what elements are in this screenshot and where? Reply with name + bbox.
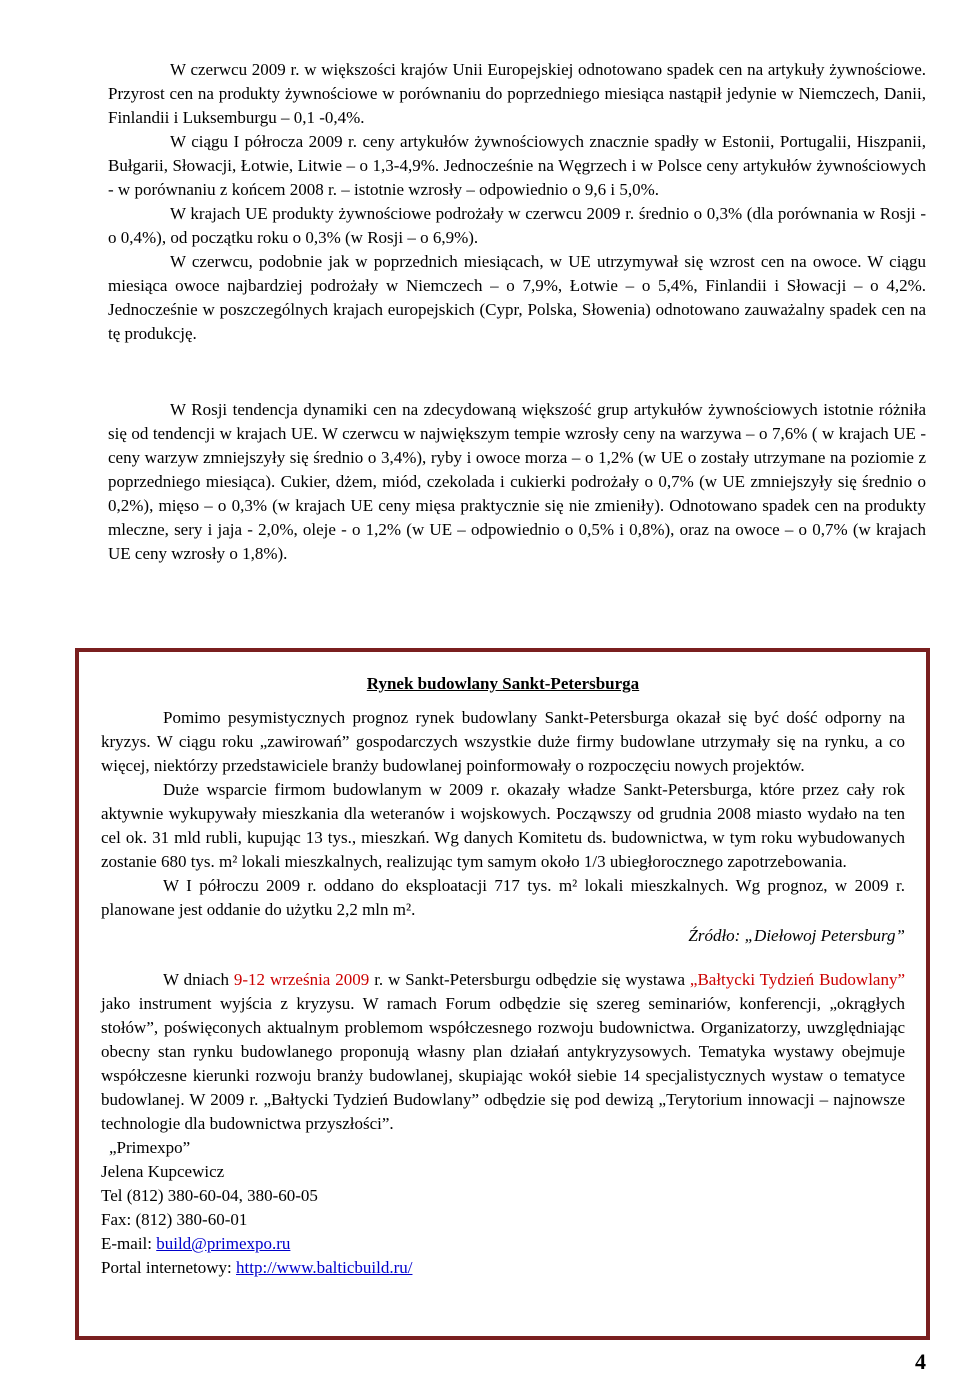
- source-citation: Źródło: „Diełowoj Petersburg”: [688, 926, 905, 945]
- construction-market-box: [75, 648, 930, 1340]
- contact-fax: Fax: (812) 380-60-01: [101, 1210, 248, 1229]
- email-link[interactable]: build@primexpo.ru: [156, 1234, 291, 1253]
- contact-portal-line: Portal internetowy: http://www.balticbuild.ru/: [101, 1258, 413, 1277]
- paragraph-russia-trends: W Rosji tendencja dynamiki cen na zdecydowaną większość grup artykułów żywnościowych istotnie różniła się od tendencji w krajach UE. W czerwcu w największym tempie wzrosły ceny na warzywa – o 7,6% ( w krajach UE - ceny warzyw zmniejszyły się średnio o 3,4%), ryby i owoce morza – o 1,2% (w UE o zostały utrzymane na poziomie z poprzedniego miesiąca). Cukier, dżem, miód, czekolada i cukierki podrożały o 0,7% (w UE zmniejszyły się średnio o 0,2%), mięso – o 0,3% (w krajach UE ceny mięsa praktycznie się nie zmieniły). Odnotowano spadek cen na produkty mleczne, sery i jaja - 2,0%, oleje - o 1,2% (w UE – odpowiednio o 0,5% i 0,8%), oraz na owoce – o 0,7% (w krajach UE ceny wzrosły o 1,8%).: [108, 400, 926, 563]
- box-paragraph-first-half: W I półroczu 2009 r. oddano do eksploatacji 717 tys. m² lokali mieszkalnych. Wg prognoz, w 2009 r. planowane jest oddanie do użytku 2,2 mln m².: [101, 876, 905, 919]
- portal-link[interactable]: http://www.balticbuild.ru/: [236, 1258, 413, 1277]
- box-paragraph-support: Duże wsparcie firmom budowlanym w 2009 r. okazały władze Sankt-Petersburga, które przez cały rok aktywnie wykupywały mieszkania dla weteranów i wojskowych. Począwszy od grudnia 2008 miasto wydało na ten cel ok. 31 mld rubli, kupując 13 tys., mieszkań. Wg danych Komitetu ds. budownictwa, w tym roku wybudowanych zostanie 680 tys. m² lokali mieszkalnych, realizując tym samym około 1/3 ubiegłorocznego zapotrzebowania.: [101, 780, 905, 871]
- contact-person: Jelena Kupcewicz: [101, 1162, 225, 1181]
- box-paragraph-exhibition: W dniach 9-12 września 2009 r. w Sankt-Petersburgu odbędzie się wystawa „Bałtycki Tydzień Budowlany” jako instrument wyjścia z kryzysu. W ramach Forum odbędzie się szereg seminariów, konferencji, „okrągłych stołów”, poświęconych aktualnym problemom współczesnego rozwoju budownictwa. Organizatorzy, uwzględniając obecny stan rynku budowlanego proponują własny plan działań antykryzysowych. Tematyka wystawy obejmuje współczesne kierunki rozwoju branży budowlanej, skupiając wokół siebie 14 specjalistycznych wystaw o tematyce budowlanej. W 2009 r. „Bałtycki Tydzień Budowlany” odbędzie się pod dewizą „Terytorium innowacji – najnowsze technologie dla budownictwa przyszłości”.: [101, 970, 906, 1133]
- contact-block: [101, 1136, 905, 1280]
- box-title: Rynek budowlany Sankt-Petersburga: [366, 674, 640, 693]
- contact-company: „Primexpo”: [109, 1138, 191, 1157]
- contact-email-line: E-mail: build@primexpo.ru: [101, 1234, 291, 1253]
- russia-section: [108, 398, 926, 566]
- page-number: 4: [915, 1349, 926, 1374]
- box-paragraph-resilience: Pomimo pesymistycznych prognoz rynek budowlany Sankt-Petersburga okazał się być dość odporny na kryzys. W ciągu roku „zawirowań” gospodarczych wszystkie duże firmy budowlane utrzymały się na rynku, a co więcej, niektórzy przedstawiciele branży budowlanej poinformowały o rozpoczęciu nowych projektów.: [101, 708, 905, 775]
- contact-tel: Tel (812) 380-60-04, 380-60-05: [101, 1186, 318, 1205]
- paragraph-eu-prices: W krajach UE produkty żywnościowe podrożały w czerwcu 2009 r. średnio o 0,3% (dla porównania w Rosji - o 0,4%), od początku roku o 0,3% (w Rosji – o 6,9%).: [108, 204, 926, 247]
- event-name: „Bałtycki Tydzień Budowlany”: [689, 970, 906, 989]
- event-dates: 9-12 września 2009: [233, 970, 370, 989]
- paragraph-first-half-year: W ciągu I półrocza 2009 r. ceny artykułów żywnościowych znacznie spadły w Estonii, Portugalii, Hiszpanii, Bułgarii, Słowacji, Łotwie, Litwie – o 1,3-4,9%. Jednocześnie na Węgrzech i w Polsce ceny artykułów żywnościowych - w porównaniu z końcem 2008 r. – istotnie wzrosły – odpowiednio o 9,6 i 5,0%.: [108, 132, 926, 199]
- top-section: [108, 58, 926, 346]
- paragraph-food-prices-june: W czerwcu 2009 r. w większości krajów Unii Europejskiej odnotowano spadek cen na artykuły żywnościowe. Przyrost cen na produkty żywnościowe w porównaniu do poprzedniego miesiąca nastąpił jedynie w Niemczech, Danii, Finlandii i Luksemburgu – 0,1 -0,4%.: [108, 60, 926, 127]
- paragraph-fruit-prices: W czerwcu, podobnie jak w poprzednich miesiącach, w UE utrzymywał się wzrost cen na owoce. W ciągu miesiąca owoce najbardziej podrożały w Niemczech – o 7,9%, Łotwie – o 5,4%, Finlandii i Słowacji – o 4,2%. Jednocześnie w poszczególnych krajach europejskich (Cypr, Polska, Słowenia) odnotowano zauważalny spadek cen na tę produkcję.: [108, 252, 926, 343]
